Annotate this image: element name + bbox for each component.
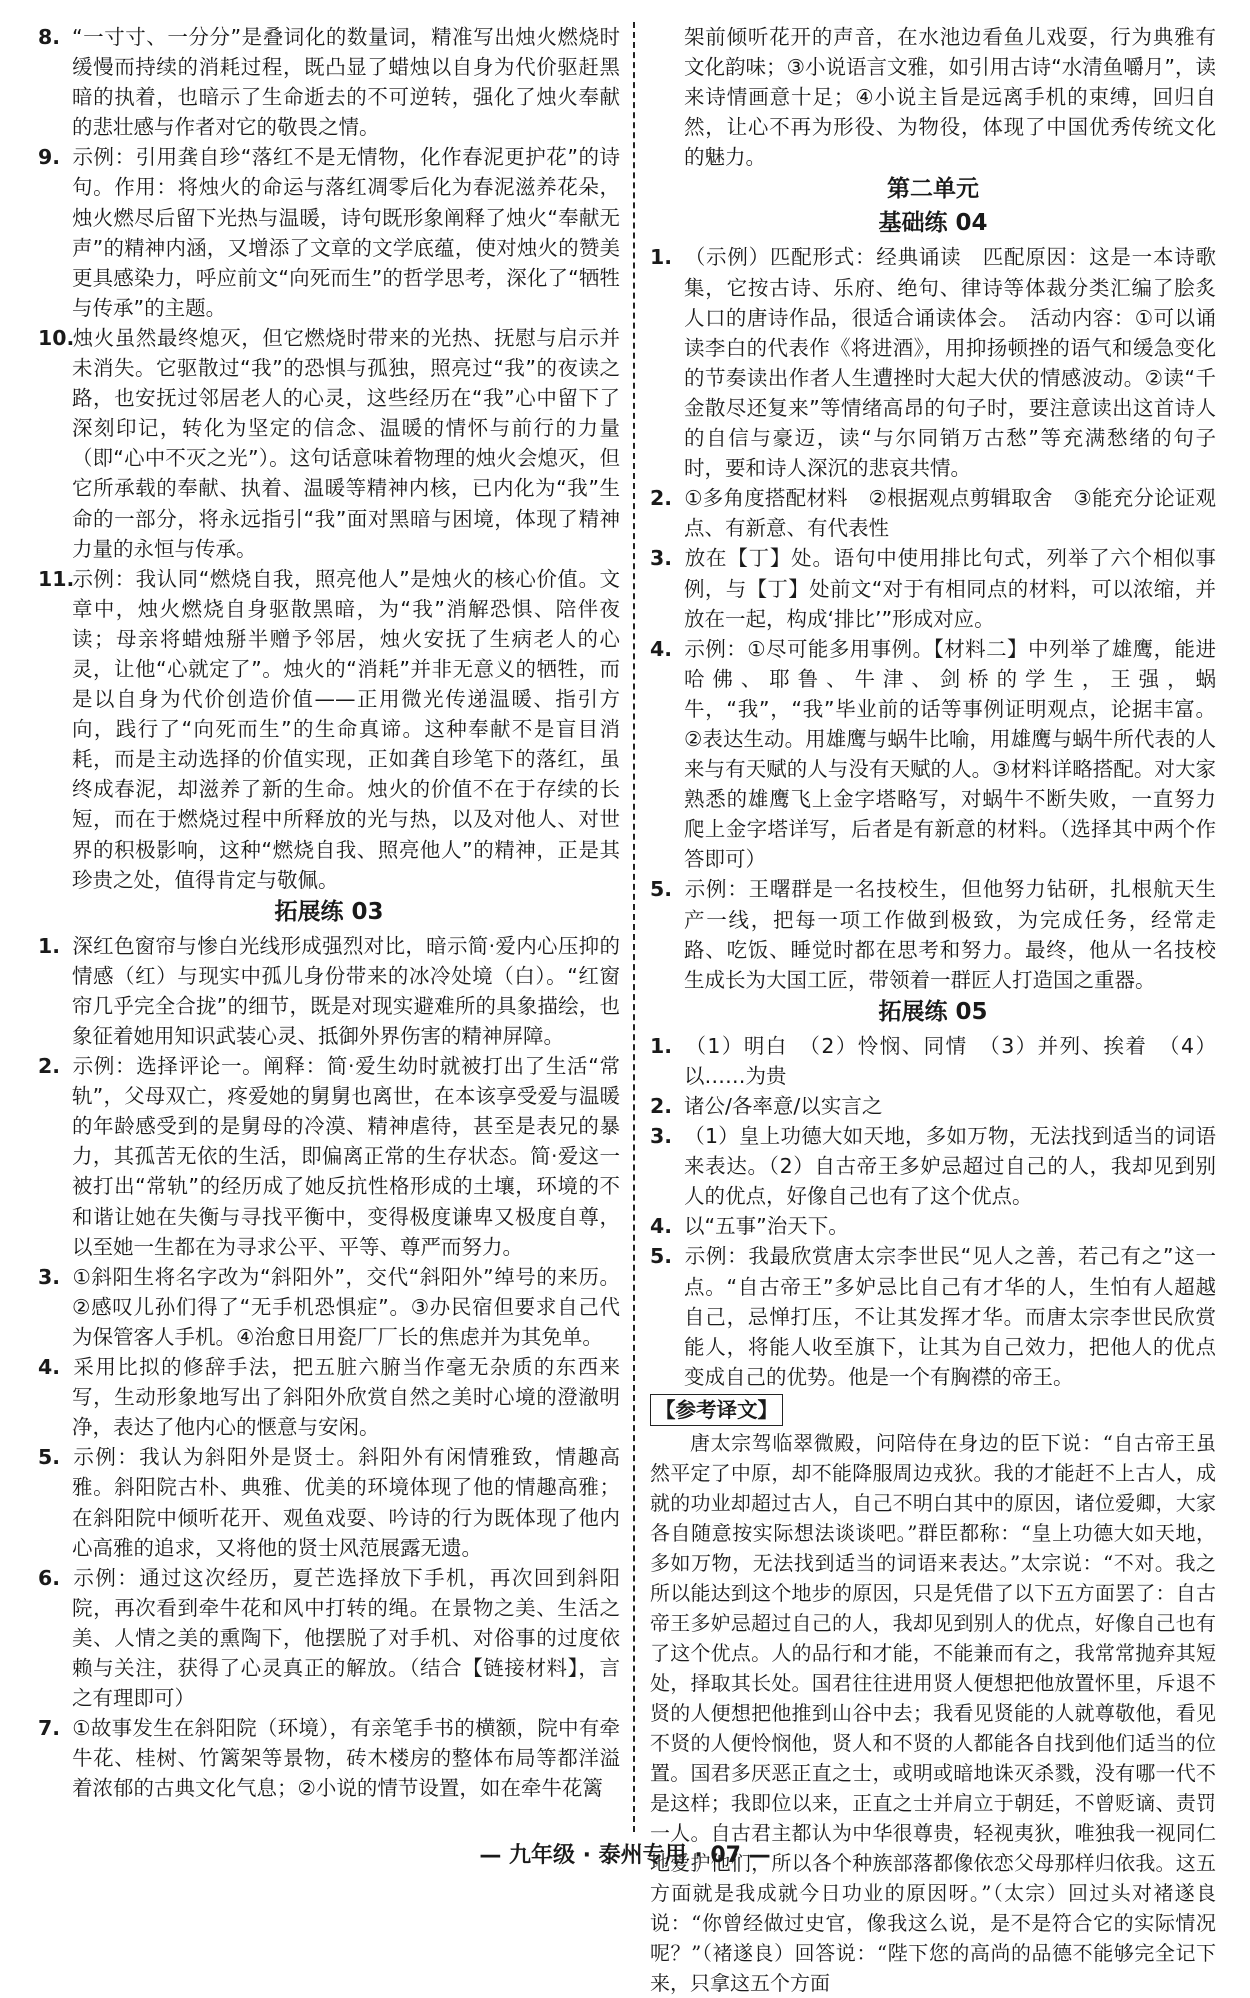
answer-5 [650,874,1216,994]
answer-4 [650,1211,1216,1241]
answer-text: （1）皇上功德大如天地，多如万物，无法找到适当的词语来表达。（2）自古帝王多妒忌超过自己的人，我却见到别人的优点，好像自己也有了这个优点。 [684,1124,1216,1209]
answer-text: 深红色窗帘与惨白光线形成强烈对比，暗示简·爱内心压抑的情感（红）与现实中孤儿身份带来的冰冷处境（白）。“红窗帘几乎完全合拢”的细节，既是对现实避难所的具象描绘，也象征着她用知识武装心灵、抵御外界伤害的精神屏障。 [72,933,620,1048]
answer-3 [650,1121,1216,1211]
answer-text: 示例：通过这次经历，夏芒选择放下手机，再次回到斜阳院，再次看到牵牛花和风中打转的绳。在景物之美、生活之美、人情之美的熏陶下，他摆脱了对手机、对俗事的过度依赖与关注，获得了心灵真正的解放。（结合【链接材料】，言之有理即可） [72,1565,620,1711]
answer-3 [650,543,1216,633]
answer-text: （示例）匹配形式：经典诵读 匹配原因：这是一本诗歌集，它按古诗、乐府、绝句、律诗等体裁分类汇编了脍炙人口的唐诗作品，很适合诵读体会。 活动内容：①可以诵读李白的代表作《将进酒》，用抑扬顿挫的语气和缓急变化的节奏读出作者人生遭挫时大起大伏的情感波动。②读“千金散尽还复来”等情绪高昂的句子时，要注意读出这首诗人的自信与豪迈，读“与尔同销万古愁”等充满愁绪的句子时，要和诗人深沉的悲哀共情。 [684,245,1216,481]
answer-text: 放在【丁】处。语句中使用排比句式，列举了六个相似事例，与【丁】处前文“对于有相同点的材料，可以浓缩，并放在一起，构成‘排比’”形成对应。 [684,546,1216,631]
section-heading-04: 基础练 04 [878,210,988,237]
section-heading-05: 拓展练 05 [878,998,988,1025]
answer-text: ①故事发生在斜阳院（环境），有亲笔手书的横额，院中有牵牛花、桂树、竹篱架等景物，砖木楼房的整体布局等都洋溢着浓郁的古典文化气息；②小说的情节设置，如在牵牛花篱 [72,1716,620,1801]
answer-text: 示例：引用龚自珍“落红不是无情物，化作春泥更护花”的诗句。作用：将烛火的命运与落红凋零后化为春泥滋养花朵，烛火燃尽后留下光热与温暖，诗句既形象阐释了烛火“奉献无声”的精神内涵，又增添了文章的文学底蕴，使对烛火的赞美更具感染力，呼应前文“向死而生”的哲学思考，深化了“牺牲与传承”的主题。 [72,145,620,320]
answer-text: 示例：①尽可能多用事例。【材料二】中列举了雄鹰，能进哈佛、耶鲁、牛津、剑桥的学生，王强，蜗牛，“我”，“我”毕业前的话等事例证明观点，论据丰富。②表达生动。用雄鹰与蜗牛比喻，用雄鹰与蜗牛所代表的人来与有天赋的人与没有天赋的人。③材料详略搭配。对大家熟悉的雄鹰飞上金字塔略写，对蜗牛不断失败，一直努力爬上金字塔详写，后者是有新意的材料。（选择其中两个作答即可） [684,636,1216,872]
answer-text: “一寸寸、一分分”是叠词化的数量词，精准写出烛火燃烧时缓慢而持续的消耗过程，既凸显了蜡烛以自身为代价驱赶黑暗的执着，也暗示了生命逝去的不可逆转，强化了烛火奉献的悲壮感与作者对它的敬畏之情。 [72,25,620,140]
answer-text: 采用比拟的修辞手法，把五脏六腑当作毫无杂质的东西来写，生动形象地写出了斜阳外欣赏自然之美时心境的澄澈明净，表达了他内心的惬意与安闲。 [72,1355,620,1440]
answer-number: 11. [38,566,75,591]
answer-text: 示例：选择评论一。阐释：简·爱生幼时就被打出了生活“常轨”，父母双亡，疼爱她的舅舅也离世，在本该享受爱与温暖的年龄感受到的是舅母的冷漠、精神虐待，甚至是表兄的暴力，其孤苦无依的生活，即偏离正常的生存状态。简·爱这一被打出“常轨”的经历成了她反抗性格形成的土壤，环境的不和谐让她在失衡与寻找平衡中，变得极度谦卑又极度自尊，以至她一生都在为寻求公平、平等、尊严而努力。 [72,1054,620,1259]
answer-number: 1. [650,1033,673,1058]
answer-1 [38,931,620,1051]
answer-number: 5. [650,877,673,902]
answer-number: 5. [38,1445,61,1470]
left-column [38,22,620,1803]
answer-number: 5. [650,1244,673,1269]
answer-number: 2. [38,1054,61,1079]
answer-number: 2. [650,486,673,511]
answer-3 [38,1262,620,1352]
answer-text: 示例：我最欣赏唐太宗李世民“见人之善，若己有之”这一点。“自古帝王”多妒忌比自己有才华的人，生怕有人超越自己，忌惮打压，不让其发挥才华。而唐太宗李世民欣赏能人，将能人收至旗下，让其为自己效力，把他人的优点变成自己的优势。他是一个有胸襟的帝王。 [684,1244,1216,1389]
answer-text: 示例：我认同“燃烧自我，照亮他人”是烛火的核心价值。文章中，烛火燃烧自身驱散黑暗，为“我”消解恐惧、陪伴夜读；母亲将蜡烛掰半赠予邻居，烛火安抚了生病老人的心灵，让他“心就定了”。烛火的“消耗”并非无意义的牺牲，而是以自身为代价创造价值——正用微光传递温暖、指引方向，践行了“向死而生”的生命真谛。这种奉献不是盲目消耗，而是主动选择的价值实现，正如龚自珍笔下的落红，虽终成春泥，却滋养了新的生命。烛火的价值不在于存续的长短，而在于燃烧过程中所释放的光与热，以及对他人、对世界的积极影响，这种“燃烧自我、照亮他人”的精神，正是其珍贵之处，值得肯定与敬佩。 [72,566,620,892]
answer-text: ①多角度搭配材料 ②根据观点剪辑取舍 ③能充分论证观点、有新意、有代表性 [684,486,1216,541]
answer-number: 4. [38,1355,61,1380]
answer-number: 4. [650,1214,673,1239]
answer-1 [650,1031,1216,1091]
answer-number: 3. [38,1264,61,1289]
answer-number: 3. [650,546,673,571]
answer-text: 以“五事”治天下。 [684,1214,849,1239]
reference-translation-text: 唐太宗驾临翠微殿，问陪侍在身边的臣下说：“自古帝王虽然平定了中原，却不能降服周边戎狄。我的才能赶不上古人，成就的功业却超过古人，自己不明白其中的原因，诸位爱卿，大家各自随意按实际想法谈谈吧。”群臣都称：“皇上功德大如天地，多如万物，无法找到适当的词语来表达。”太宗说：“不对。我之所以能达到这个地步的原因，只是凭借了以下五方面罢了：自古帝王多妒忌超过自己的人，我却见到别人的优点，好像自己也有了这个优点。人的品行和才能，不能兼而有之，我常常抛弃其短处，择取其长处。国君往往进用贤人便想把他放置怀里，斥退不贤的人便想把他推到山谷中去；我看见贤能的人就尊敬他，看见不贤的人便怜悯他，贤人和不贤的人都能各自找到他们适当的位置。国君多厌恶正直之士，或明或暗地诛灭杀戮，没有哪一代不是这样；我即位以来，正直之士并肩立于朝廷，不曾贬谪、责罚一人。自古君主都认为中华很尊贵，轻视夷狄，唯独我一视同仁地爱护他们，所以各个种族部落都像依恋父母那样归依我。这五方面就是我成就今日功业的原因呀。”（太宗）回过头对褚遂良说：“你曾经做过史官，像我这么说，是不是符合它的实际情况呢？”（褚遂良）回答说：“陛下您的高尚的品德不能够完全记下来，只拿这五个方面 [650,1430,1216,1995]
answer-number: 1. [650,245,673,270]
answer-number: 6. [38,1565,61,1590]
answer-text: 烛火虽然最终熄灭，但它燃烧时带来的光热、抚慰与启示并未消失。它驱散过“我”的恐惧与孤独，照亮过“我”的夜读之路，也安抚过邻居老人的心灵，这些经历在“我”心中留下了深刻印记，转化为坚定的信念、温暖的情怀与前行的力量（即“心中不灭之光”）。这句话意味着物理的烛火会熄灭，但它所承载的奉献、执着、温暖等精神内核，已内化为“我”生命的一部分，将永远指引“我”面对黑暗与困境，体现了精神力量的永恒与传承。 [72,325,620,561]
section-heading-03: 拓展练 03 [274,898,384,925]
answer-6 [38,1563,620,1713]
answer-text: 示例：王曙群是一名技校生，但他努力钻研，扎根航天生产一线，把每一项工作做到极致，为完成任务，经常走路、吃饭、睡觉时都在思考和努力。最终，他从一名技校生成长为大国工匠，带领着一群匠人打造国之重器。 [684,877,1216,992]
answer-5 [650,1241,1216,1391]
reference-translation-label: 【参考译文】 [650,1394,783,1426]
answer-text: 诸公/各率意/以实言之 [684,1094,883,1118]
answer-10 [38,323,620,564]
answer-2 [38,1051,620,1262]
answer-9 [38,142,620,323]
answer-5 [38,1442,620,1562]
answer-number: 8. [38,25,61,49]
answer-number: 7. [38,1716,61,1741]
column-divider [633,22,635,1832]
page-footer: — 九年级 · 泰州专用 · 07 — [479,1843,771,1868]
answer-number: 3. [650,1124,673,1149]
answer-number: 10. [38,325,75,350]
answer-2 [650,483,1216,543]
answer-number: 2. [650,1094,673,1118]
answer-text: ①斜阳生将名字改为“斜阳外”，交代“斜阳外”绰号的来历。②感叹儿孙们得了“无手机恐惧症”。③办民宿但要求自己代为保管客人手机。④治愈日用瓷厂厂长的焦虑并为其免单。 [72,1264,620,1349]
answer-text: 示例：我认为斜阳外是贤士。斜阳外有闲情雅致，情趣高雅。斜阳院古朴、典雅、优美的环境体现了他的情趣高雅；在斜阳院中倾听花开、观鱼戏耍、吟诗的行为既体现了他内心高雅的追求，又将他的贤士风范展露无遗。 [72,1445,620,1560]
answer-2 [650,1091,1216,1121]
answer-4 [650,634,1216,875]
answer-11 [38,564,620,895]
answer-8 [38,22,620,142]
answer-number: 1. [38,933,61,958]
unit-title: 第二单元 [887,176,979,203]
answer-text: （1）明白 （2）怜悯、同情 （3）并列、挨着 （4）以……为贵 [684,1033,1216,1088]
answer-number: 4. [650,636,673,661]
answer-7 [38,1713,620,1803]
right-column [650,22,1216,1998]
answer-4 [38,1352,620,1442]
answer-1 [650,242,1216,483]
answer-number: 9. [38,145,61,170]
answer-continuation: 架前倾听花开的声音，在水池边看鱼儿戏耍，行为典雅有文化韵味；③小说语言文雅，如引用古诗“水清鱼嚼月”，读来诗情画意十足；④小说主旨是远离手机的束缚，回归自然，让心不再为形役、为物役，体现了中国优秀传统文化的魅力。 [684,25,1216,170]
